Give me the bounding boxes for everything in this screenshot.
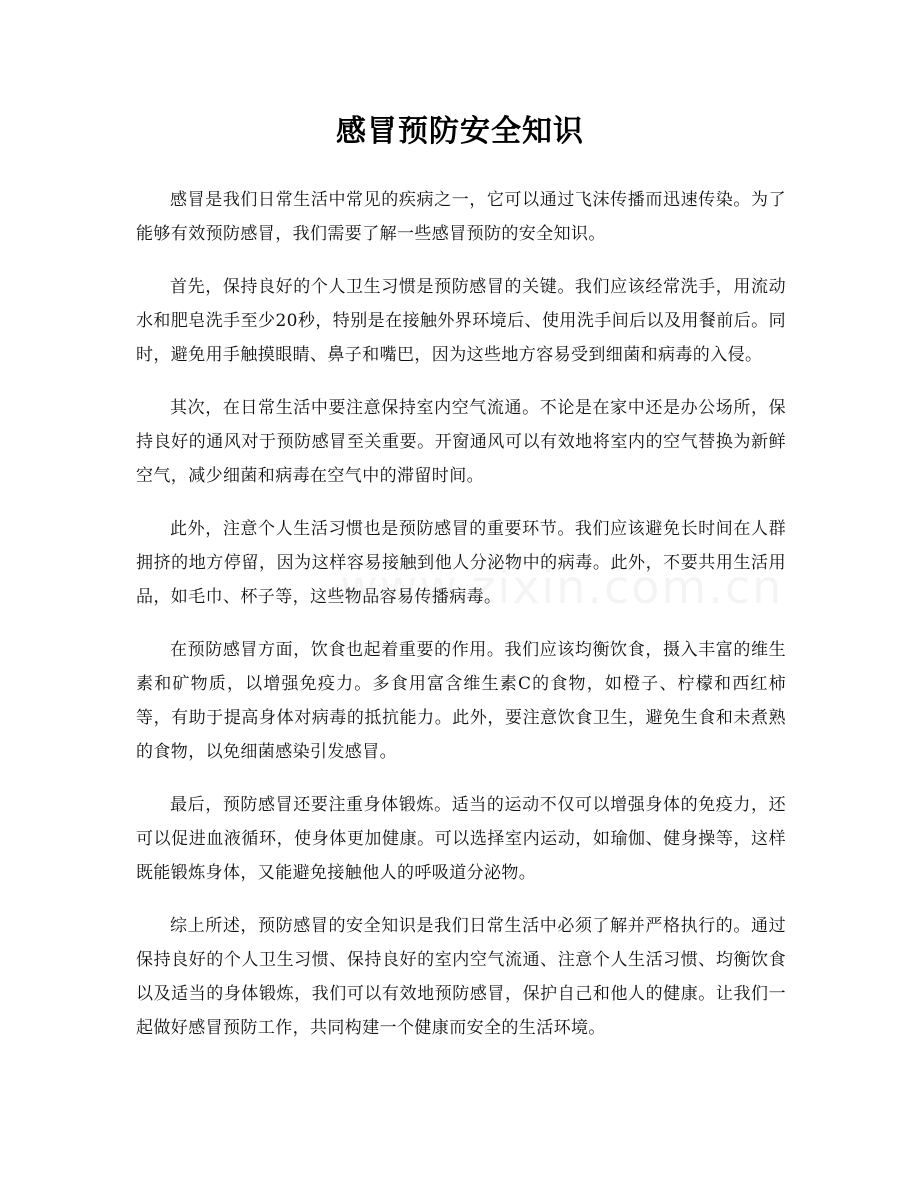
paragraph-conclusion: 综上所述，预防感冒的安全知识是我们日常生活中必须了解并严格执行的。通过保持良好的个人卫生习惯、保持良好的室内空气流通、注意个人生活习惯、均衡饮食以及适当的身体锻炼，我们可以有效地预防感冒，保护自己和他人的健康。让我们一起做好感冒预防工作，共同构建一个健康而安全的生活环境。 <box>136 916 786 1038</box>
paragraph-diet: 在预防感冒方面，饮食也起着重要的作用。我们应该均衡饮食，摄入丰富的维生素和矿物质，以增强免疫力。多食用富含维生素C的食物，如橙子、柠檬和西红柿等，有助于提高身体对病毒的抵抗能力。此外，要注意饮食卫生，避免生食和未煮熟的食物，以免细菌感染引发感冒。 <box>136 640 786 762</box>
document-body <box>136 183 786 1064</box>
paragraph-exercise: 最后，预防感冒还要注重身体锻炼。适当的运动不仅可以增强身体的免疫力，还可以促进血液循环，使身体更加健康。可以选择室内运动，如瑜伽、健身操等，这样既能锻炼身体，又能避免接触他人的呼吸道分泌物。 <box>136 795 786 883</box>
paragraph-ventilation: 其次，在日常生活中要注意保持室内空气流通。不论是在家中还是办公场所，保持良好的通风对于预防感冒至关重要。开窗通风可以有效地将室内的空气替换为新鲜空气，减少细菌和病毒在空气中的滞留时间。 <box>136 398 786 486</box>
paragraph-hygiene: 首先，保持良好的个人卫生习惯是预防感冒的关键。我们应该经常洗手，用流动水和肥皂洗手至少20秒，特别是在接触外界环境后、使用洗手间后以及用餐前后。同时，避免用手触摸眼睛、鼻子和嘴巴，因为这些地方容易受到细菌和病毒的入侵。 <box>136 277 786 365</box>
paragraph-intro: 感冒是我们日常生活中常见的疾病之一，它可以通过飞沫传播而迅速传染。为了能够有效预防感冒，我们需要了解一些感冒预防的安全知识。 <box>136 190 786 244</box>
page-title: 感冒预防安全知识 <box>336 114 584 149</box>
paragraph-habits: 此外，注意个人生活习惯也是预防感冒的重要环节。我们应该避免长时间在人群拥挤的地方停留，因为这样容易接触到他人分泌物中的病毒。此外，不要共用生活用品，如毛巾、杯子等，这些物品容易传播病毒。 <box>136 519 786 607</box>
